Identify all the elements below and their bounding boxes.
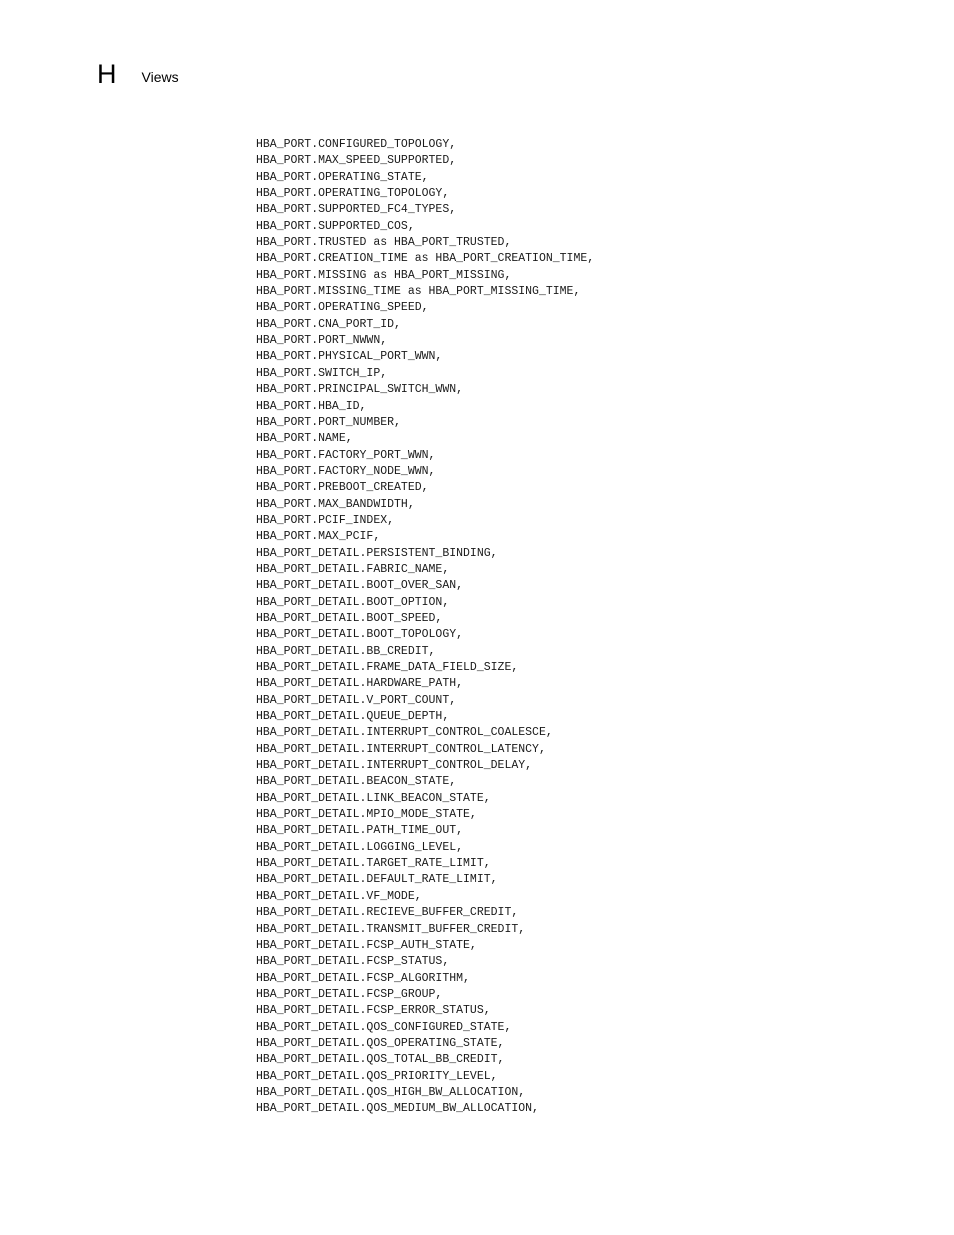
chapter-letter: H bbox=[97, 59, 117, 89]
code-line: HBA_PORT.CONFIGURED_TOPOLOGY, bbox=[256, 138, 457, 151]
code-line: HBA_PORT_DETAIL.FCSP_ALGORITHM, bbox=[256, 971, 470, 985]
code-line: HBA_PORT_DETAIL.BB_CREDIT, bbox=[256, 644, 436, 658]
code-line: HBA_PORT.CREATION_TIME as HBA_PORT_CREATION_TIME, bbox=[256, 252, 595, 266]
code-line: HBA_PORT_DETAIL.QUEUE_DEPTH, bbox=[256, 710, 450, 724]
code-line: HBA_PORT.FACTORY_PORT_WWN, bbox=[256, 448, 436, 462]
code-line: HBA_PORT_DETAIL.QOS_CONFIGURED_STATE, bbox=[256, 1020, 512, 1034]
code-line: HBA_PORT_DETAIL.BEACON_STATE, bbox=[256, 775, 457, 789]
code-line: HBA_PORT.PREBOOT_CREATED, bbox=[256, 481, 429, 495]
code-line: HBA_PORT_DETAIL.QOS_MEDIUM_BW_ALLOCATION, bbox=[256, 1102, 539, 1116]
code-line: HBA_PORT_DETAIL.PERSISTENT_BINDING, bbox=[256, 546, 498, 560]
code-line: HBA_PORT.PORT_NUMBER, bbox=[256, 415, 401, 429]
code-line: HBA_PORT.TRUSTED as HBA_PORT_TRUSTED, bbox=[256, 236, 512, 250]
code-line: HBA_PORT_DETAIL.RECIEVE_BUFFER_CREDIT, bbox=[256, 906, 519, 920]
code-line: HBA_PORT_DETAIL.FCSP_STATUS, bbox=[256, 955, 450, 969]
code-line: HBA_PORT.OPERATING_TOPOLOGY, bbox=[256, 187, 450, 201]
code-line: HBA_PORT_DETAIL.PATH_TIME_OUT, bbox=[256, 824, 464, 838]
code-line: HBA_PORT.OPERATING_SPEED, bbox=[256, 301, 429, 315]
code-line: HBA_PORT_DETAIL.DEFAULT_RATE_LIMIT, bbox=[256, 873, 498, 887]
code-line: HBA_PORT.OPERATING_STATE, bbox=[256, 170, 429, 184]
code-line: HBA_PORT_DETAIL.MPIO_MODE_STATE, bbox=[256, 808, 477, 822]
code-line: HBA_PORT.MAX_SPEED_SUPPORTED, bbox=[256, 154, 457, 168]
code-line: HBA_PORT.MISSING as HBA_PORT_MISSING, bbox=[256, 268, 512, 282]
code-line: HBA_PORT.SUPPORTED_COS, bbox=[256, 219, 415, 233]
code-line: HBA_PORT_DETAIL.BOOT_OVER_SAN, bbox=[256, 579, 464, 593]
code-line: HBA_PORT_DETAIL.BOOT_SPEED, bbox=[256, 611, 443, 625]
code-line: HBA_PORT_DETAIL.BOOT_OPTION, bbox=[256, 595, 450, 609]
code-line: HBA_PORT.PHYSICAL_PORT_WWN, bbox=[256, 350, 443, 364]
code-line: HBA_PORT_DETAIL.QOS_HIGH_BW_ALLOCATION, bbox=[256, 1085, 526, 1099]
code-line: HBA_PORT_DETAIL.QOS_OPERATING_STATE, bbox=[256, 1036, 505, 1050]
code-line: HBA_PORT_DETAIL.LINK_BEACON_STATE, bbox=[256, 791, 491, 805]
code-line: HBA_PORT_DETAIL.HARDWARE_PATH, bbox=[256, 677, 464, 691]
code-line: HBA_PORT_DETAIL.QOS_TOTAL_BB_CREDIT, bbox=[256, 1053, 505, 1067]
code-line: HBA_PORT.PORT_NWWN, bbox=[256, 334, 388, 348]
code-line: HBA_PORT.SUPPORTED_FC4_TYPES, bbox=[256, 203, 457, 217]
sql-code-block bbox=[256, 137, 594, 1118]
code-line: HBA_PORT.PRINCIPAL_SWITCH_WWN, bbox=[256, 383, 464, 397]
code-line: HBA_PORT_DETAIL.LOGGING_LEVEL, bbox=[256, 840, 464, 854]
code-line: HBA_PORT_DETAIL.FCSP_AUTH_STATE, bbox=[256, 938, 477, 952]
code-line: HBA_PORT_DETAIL.INTERRUPT_CONTROL_LATENCY, bbox=[256, 742, 546, 756]
code-line: HBA_PORT_DETAIL.FCSP_GROUP, bbox=[256, 987, 443, 1001]
code-line: HBA_PORT_DETAIL.TRANSMIT_BUFFER_CREDIT, bbox=[256, 922, 526, 936]
code-line: HBA_PORT.FACTORY_NODE_WWN, bbox=[256, 464, 436, 478]
page-header bbox=[97, 56, 179, 88]
code-line: HBA_PORT.NAME, bbox=[256, 432, 353, 446]
code-line: HBA_PORT_DETAIL.BOOT_TOPOLOGY, bbox=[256, 628, 464, 642]
code-line: HBA_PORT.HBA_ID, bbox=[256, 399, 367, 413]
code-line: HBA_PORT_DETAIL.QOS_PRIORITY_LEVEL, bbox=[256, 1069, 498, 1083]
code-line: HBA_PORT.SWITCH_IP, bbox=[256, 366, 388, 380]
code-line: HBA_PORT_DETAIL.INTERRUPT_CONTROL_COALESCE, bbox=[256, 726, 553, 740]
code-line: HBA_PORT.CNA_PORT_ID, bbox=[256, 317, 401, 331]
code-line: HBA_PORT_DETAIL.FRAME_DATA_FIELD_SIZE, bbox=[256, 661, 519, 674]
code-line: HBA_PORT.MISSING_TIME as HBA_PORT_MISSING_TIME, bbox=[256, 285, 581, 299]
code-line: HBA_PORT_DETAIL.TARGET_RATE_LIMIT, bbox=[256, 857, 491, 871]
code-line: HBA_PORT.MAX_BANDWIDTH, bbox=[256, 497, 415, 511]
code-line: HBA_PORT_DETAIL.VF_MODE, bbox=[256, 889, 422, 903]
code-line: HBA_PORT_DETAIL.FCSP_ERROR_STATUS, bbox=[256, 1004, 491, 1018]
code-line: HBA_PORT.PCIF_INDEX, bbox=[256, 513, 395, 527]
code-line: HBA_PORT_DETAIL.FABRIC_NAME, bbox=[256, 562, 450, 576]
section-title: Views bbox=[141, 69, 179, 85]
code-line: HBA_PORT.MAX_PCIF, bbox=[256, 530, 381, 544]
code-line: HBA_PORT_DETAIL.V_PORT_COUNT, bbox=[256, 693, 457, 707]
code-line: HBA_PORT_DETAIL.INTERRUPT_CONTROL_DELAY, bbox=[256, 759, 533, 773]
